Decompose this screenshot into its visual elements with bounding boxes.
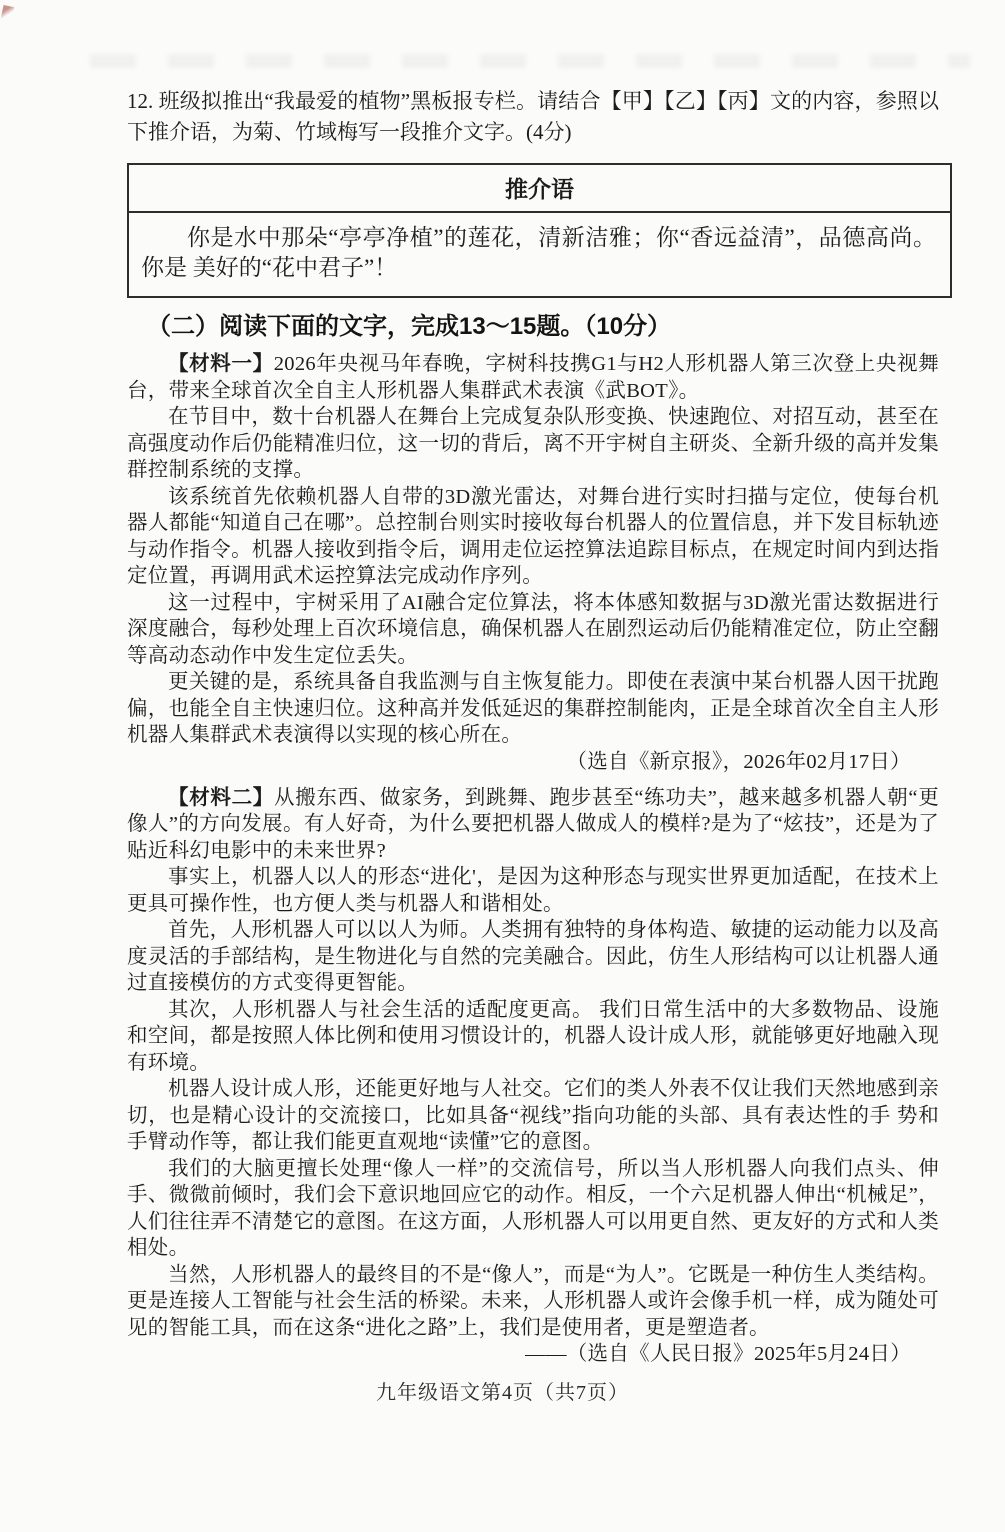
recommendation-box-body: 你是水中那朵“亭亭净植”的莲花，清新洁雅；你“香远益清”，品德高尚。你是 美好的“花中君子”！ [141, 225, 936, 280]
material-2-intro-text: 从搬东西、做家务，到跳舞、跑步甚至“练功夫”，越来越多机器人朝“更像人”的方向发展。有人好奇，为什么要把机器人做成人的模样?是为了“炫技”，还是为了贴近科幻电影中的未来世界? [127, 786, 939, 862]
material-1-label: 【材料一】 [168, 353, 274, 375]
question-12-text: 12. 班级拟推出“我最爱的植物”黑板报专栏。请结合【甲】【乙】【丙】文的内容，参照以下推介语，为菊、竹域梅写一段推介文字。(4分) [127, 89, 939, 144]
material-1-paragraph: 该系统首先依赖机器人自带的3D激光雷达，对舞台进行实时扫描与定位，使每台机器人都能“知道自己在哪”。总控制台则实时接收每台机器人的位置信息，并下发目标轨迹与动作指令。机器人接收到指令后，调用走位运控算法追踪目标点，在规定时间内到达指定位置，再调用武术运控算法完成动作序列。 [127, 485, 939, 587]
material-2-label: 【材料二】 [168, 786, 274, 809]
material-1-paragraph-intro [127, 351, 939, 404]
recommendation-box [127, 163, 952, 298]
material-2-paragraph: 首先，人形机器人可以以人为师。人类拥有独特的身体构造、敏捷的运动能力以及高度灵活的手部结构，是生物进化与自然的完美融合。因此，仿生人形结构可以让机器人通过直接模仿的方式变得更智能。 [127, 919, 939, 994]
material-1-intro-text: 2026年央视马年春晚，字树科技携G1与H2人形机器人第三次登上央视舞台，带来全球首次全自主人形机器人集群武术表演《武BOT》。 [127, 353, 939, 402]
material-2-paragraph: 当然，人形机器人的最终目的不是“像人”，而是“为人”。它既是一种仿生人类结构。更是连接人工智能与社会生活的桥梁。未来，人形机器人或许会像手机一样，成为随处可见的智能工具，而在这条“进化之路”上，我们是使用者，更是塑造者。 [127, 1263, 939, 1339]
material-1 [127, 351, 939, 776]
corner-mark [1, 5, 15, 21]
recommendation-box-title: 推介语 [129, 165, 950, 213]
material-2-source: ——（选自《人民日报》2025年5月24日） [525, 1343, 911, 1365]
material-2-paragraph: 事实上，机器人以人的形态“进化'，是因为这种形态与现实世界更加适配，在技术上更具可操作性，也方便人类与机器人和谐相处。 [127, 866, 939, 915]
scan-artifact-band [90, 54, 970, 68]
material-1-paragraph: 更关键的是，系统具备自我监测与自主恢复能力。即使在表演中某台机器人因干扰跑偏，也能全自主快速归位。这种高并发低延迟的集群控制能肉，正是全球首次全自主人形机器人集群武术表演得以实现的核心所在。 [127, 671, 939, 746]
material-2-paragraph: 我们的大脑更擅长处理“像人一样”的交流信号，所以当人形机器人向我们点头、伸手、微微前倾时，我们会下意识地回应它的动作。相反，一个六足机器人伸出“机械足”，人们往往弄不清楚它的意图。在这方面，人形机器人可以用更自然、更友好的方式和人类相处。 [127, 1157, 939, 1259]
material-1-paragraph: 在节目中，数十台机器人在舞台上完成复杂队形变换、快速跑位、对招互动，甚至在高强度动作后仍能精准归位，这一切的背后，离不开宇树自主研炎、全新升级的高并发集群控制系统的支撑。 [127, 406, 939, 481]
material-2-paragraph: 机器人设计成人形，还能更好地与人社交。它们的类人外表不仅让我们天然地感到亲切，也是精心设计的交流接口，比如具备“视线”指向功能的头部、具有表达性的手 势和手臂动作等，都让我们能更直观地“读懂”它的意图。 [127, 1078, 939, 1153]
material-1-paragraph: 这一过程中，宇树采用了AI融合定位算法，将本体感知数据与3D激光雷达数据进行深度融合，每秒处理上百次环境信息，确保机器人在剧烈运动后仍能精准定位，防止空翻等高动态动作中发生定位丢失。 [127, 591, 939, 667]
page-footer: 九年级语文第4页（共7页） [376, 1382, 629, 1404]
material-2-paragraph: 其次，人形机器人与社会生活的适配度更高。 我们日常生活中的大多数物品、设施和空间，都是按照人体比例和使用习惯设计的，机器人设计成人形，就能够更好地融入现有环境。 [127, 998, 939, 1074]
page-content [127, 86, 939, 1368]
section-2-heading: （二）阅读下面的文字，完成13～15题。（10分） [147, 313, 672, 340]
material-2 [127, 785, 939, 1369]
material-2-paragraph-intro [127, 785, 939, 865]
material-1-source: （选自《新京报》，2026年02月17日） [566, 750, 911, 773]
